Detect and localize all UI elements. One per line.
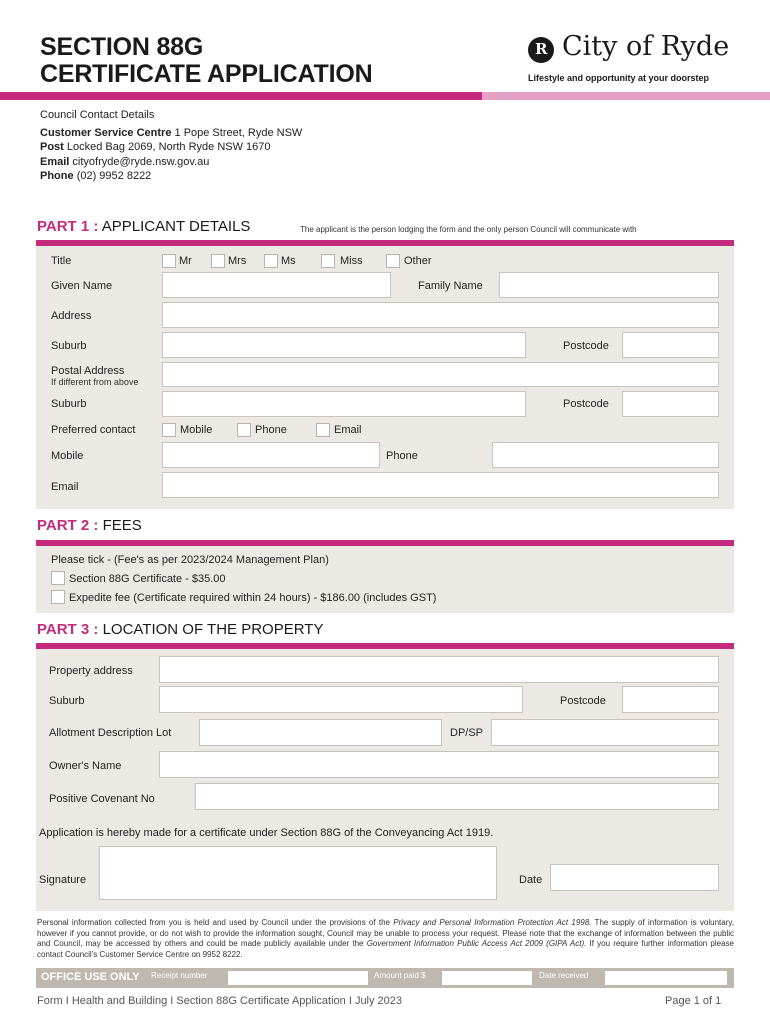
- owner-name-field[interactable]: [159, 751, 719, 778]
- office-use-label: OFFICE USE ONLY: [41, 971, 140, 983]
- privacy-notice: Personal information collected from you is held and used by Council under the provisions of the Privacy and Personal Information Protection Act 1998. The supply of information is voluntary, however if you cannot provide, or do not wish to provide the information sought, Council may be unable to process your request. Please note that the exchange of information between the public and Council, may be accessed by others and could be made publicly available under the Government Information Public Access Act 2009 (GIPA Act). If you require further information please contact Council's Customer Service Centre on 9952 8222.: [37, 918, 734, 960]
- part1-note: The applicant is the person lodging the form and the only person Council will communicate with: [300, 225, 637, 234]
- family-name-label: Family Name: [418, 280, 483, 292]
- contact-csc: Customer Service Centre 1 Pope Street, Ryde NSW: [40, 127, 303, 139]
- property-suburb-label: Suburb: [49, 695, 85, 707]
- footer-page-number: Page 1 of 1: [665, 995, 722, 1007]
- logo-text: City of Ryde: [562, 31, 730, 62]
- date-label: Date: [519, 874, 543, 886]
- covenant-label: Positive Covenant No: [49, 793, 155, 805]
- part2-heading: PART 2 : FEES: [37, 517, 142, 534]
- title-line-1: SECTION 88G: [40, 33, 204, 61]
- given-name-label: Given Name: [51, 280, 113, 292]
- date-received-label: Date received: [539, 971, 589, 980]
- allotment-lot-field[interactable]: [199, 719, 442, 746]
- title-label: Title: [51, 255, 72, 267]
- part1-heading: PART 1 : APPLICANT DETAILS: [37, 218, 251, 235]
- mobile-label: Mobile: [51, 450, 84, 462]
- checkbox-ms[interactable]: [264, 254, 278, 268]
- receipt-number-field[interactable]: [228, 971, 368, 985]
- label-other: Other: [404, 255, 432, 267]
- mobile-field[interactable]: [162, 442, 380, 468]
- fee-standard-label: Section 88G Certificate - $35.00: [69, 573, 226, 585]
- amount-paid-label: Amount paid $: [374, 971, 426, 980]
- property-suburb-field[interactable]: [159, 686, 523, 713]
- page-title: [40, 34, 372, 88]
- email-label: Email: [51, 481, 79, 493]
- footer-form-info: Form I Health and Building I Section 88G Certificate Application I July 2023: [37, 995, 403, 1007]
- allotment-label: Allotment Description Lot: [49, 727, 172, 739]
- title-line-2: CERTIFICATE APPLICATION: [40, 60, 373, 88]
- part3-heading: PART 3 : LOCATION OF THE PROPERTY: [37, 621, 324, 638]
- postcode-field[interactable]: [622, 332, 719, 358]
- suburb-label: Suburb: [51, 340, 87, 352]
- label-pref-mobile: Mobile: [180, 424, 213, 436]
- phone-field[interactable]: [492, 442, 719, 468]
- date-received-field[interactable]: [605, 971, 727, 985]
- date-field[interactable]: [550, 864, 719, 891]
- property-postcode-label: Postcode: [560, 695, 606, 707]
- label-miss: Miss: [340, 255, 363, 267]
- signature-label: Signature: [39, 874, 87, 886]
- family-name-field[interactable]: [499, 272, 719, 298]
- suburb-field[interactable]: [162, 332, 526, 358]
- postcode-label: Postcode: [563, 340, 609, 352]
- fee-expedite-label: Expedite fee (Certificate required within 24 hours) - $186.00 (includes GST): [69, 592, 437, 604]
- signature-field[interactable]: [99, 846, 497, 900]
- label-pref-email: Email: [334, 424, 362, 436]
- logo-mark-icon: R: [528, 37, 554, 63]
- header-bar-light: [482, 92, 770, 100]
- office-use-bar: [36, 968, 734, 988]
- dpsp-label: DP/SP: [450, 727, 484, 739]
- label-ms: Ms: [281, 255, 296, 267]
- given-name-field[interactable]: [162, 272, 391, 298]
- checkbox-pref-email[interactable]: [316, 423, 330, 437]
- property-address-label: Property address: [49, 665, 133, 677]
- checkbox-mr[interactable]: [162, 254, 176, 268]
- declaration-text: Application is hereby made for a certificate under Section 88G of the Conveyancing Act 1919.: [39, 827, 494, 839]
- label-pref-phone: Phone: [255, 424, 287, 436]
- postal-postcode-label: Postcode: [563, 398, 609, 410]
- postal-address-sublabel: If different from above: [51, 377, 139, 387]
- checkbox-miss[interactable]: [321, 254, 335, 268]
- label-mrs: Mrs: [228, 255, 247, 267]
- checkbox-mrs[interactable]: [211, 254, 225, 268]
- phone-label: Phone: [386, 450, 418, 462]
- receipt-number-label: Receipt number: [151, 971, 208, 980]
- checkbox-pref-phone[interactable]: [237, 423, 251, 437]
- postal-suburb-field[interactable]: [162, 391, 526, 417]
- checkbox-fee-expedite[interactable]: [51, 590, 65, 604]
- email-field[interactable]: [162, 472, 719, 498]
- checkbox-fee-standard[interactable]: [51, 571, 65, 585]
- contact-post: Post Locked Bag 2069, North Ryde NSW 1670: [40, 141, 271, 153]
- label-mr: Mr: [179, 255, 192, 267]
- covenant-field[interactable]: [195, 783, 719, 810]
- postal-address-label: Postal Address: [51, 365, 125, 377]
- property-postcode-field[interactable]: [622, 686, 719, 713]
- address-field[interactable]: [162, 302, 719, 328]
- contact-phone: Phone (02) 9952 8222: [40, 170, 152, 182]
- property-address-field[interactable]: [159, 656, 719, 683]
- dpsp-field[interactable]: [491, 719, 719, 746]
- contact-heading: Council Contact Details: [40, 109, 155, 121]
- postal-postcode-field[interactable]: [622, 391, 719, 417]
- checkbox-pref-mobile[interactable]: [162, 423, 176, 437]
- owner-name-label: Owner's Name: [49, 760, 122, 772]
- logo-tagline: Lifestyle and opportunity at your doorstep: [528, 73, 710, 83]
- postal-address-field[interactable]: [162, 362, 719, 387]
- fees-instruction: Please tick - (Fee's as per 2023/2024 Management Plan): [51, 554, 329, 566]
- preferred-contact-label: Preferred contact: [51, 424, 136, 436]
- header-bar-dark: [0, 92, 482, 100]
- postal-suburb-label: Suburb: [51, 398, 87, 410]
- contact-email: Email cityofryde@ryde.nsw.gov.au: [40, 156, 210, 168]
- address-label: Address: [51, 310, 92, 322]
- amount-paid-field[interactable]: [442, 971, 532, 985]
- checkbox-other[interactable]: [386, 254, 400, 268]
